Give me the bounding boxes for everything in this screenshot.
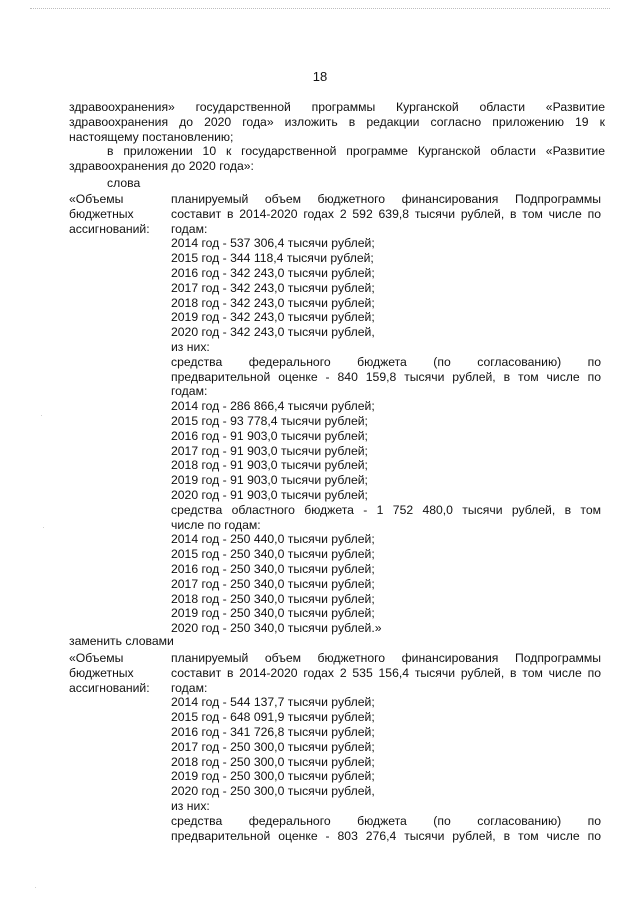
intro-paragraphs: [69, 100, 605, 174]
new-year-line: 2015 год - 648 091,9 тысячи рублей;: [171, 710, 375, 725]
old-federal-year-line: 2019 год - 91 903,0 тысячи рублей;: [171, 473, 368, 488]
old-federal-year-line: 2017 год - 91 903,0 тысячи рублей;: [171, 443, 368, 458]
old-regional-year-line: 2018 год - 250 340,0 тысячи рублей;: [171, 591, 375, 606]
old-federal-line: предварительной оценке - 840 159,8 тысячи рублей, в том числе по: [171, 369, 601, 384]
old-federal-year-line: 2020 год - 91 903,0 тысячи рублей;: [171, 487, 368, 502]
replace-label: заменить словами: [69, 634, 174, 648]
intro-line: в приложении 10 к государственной программе Курганской области «Развитие: [107, 144, 605, 159]
old-federal-line: годам:: [171, 384, 208, 399]
new-intro-line: составит в 2014-2020 годах 2 535 156,4 тысячи рублей, в том числе по: [171, 665, 601, 680]
old-year-line: 2017 год - 342 243,0 тысячи рублей;: [171, 280, 375, 295]
new-allocations-text: [171, 651, 601, 843]
new-year-line: 2020 год - 250 300,0 тысячи рублей,: [171, 784, 375, 799]
old-regional-line: средства областного бюджета - 1 752 480,0 тысячи рублей, в том: [171, 502, 601, 517]
old-year-line: 2016 год - 342 243,0 тысячи рублей;: [171, 265, 375, 280]
scan-artifact-line: [30, 8, 610, 10]
old-of-them: из них:: [171, 339, 210, 354]
old-regional-line: числе по годам:: [171, 517, 261, 532]
words-label: слова: [107, 176, 141, 190]
intro-line: здравоохранения до 2020 года»:: [69, 159, 254, 174]
old-regional-year-line: 2014 год - 250 440,0 тысячи рублей;: [171, 532, 375, 547]
intro-line: настоящему постановлению;: [69, 129, 234, 144]
intro-line: здравоохранения до 2020 года» изложить в редакции согласно приложению 19 к: [69, 114, 605, 129]
old-regional-year-line: 2016 год - 250 340,0 тысячи рублей;: [171, 561, 375, 576]
old-federal-year-line: 2015 год - 93 778,4 тысячи рублей;: [171, 413, 368, 428]
new-allocations-label: «Объемы бюджетных ассигнований:: [69, 651, 150, 695]
old-year-line: 2015 год - 344 118,4 тысячи рублей;: [171, 251, 374, 266]
old-allocations-text: [171, 192, 601, 636]
old-intro-line: планируемый объем бюджетного финансирования Подпрограммы: [171, 192, 601, 206]
new-year-line: 2014 год - 544 137,7 тысячи рублей;: [171, 695, 375, 710]
old-federal-year-line: 2014 год - 286 866,4 тысячи рублей;: [171, 399, 375, 414]
old-federal-year-line: 2018 год - 91 903,0 тысячи рублей;: [171, 458, 368, 473]
old-regional-year-line: 2020 год - 250 340,0 тысячи рублей.»: [171, 621, 382, 636]
new-year-line: 2017 год - 250 300,0 тысячи рублей;: [171, 739, 375, 754]
scan-speck: ·: [42, 522, 45, 532]
old-year-line: 2014 год - 537 306,4 тысячи рублей;: [171, 236, 375, 251]
new-intro-line: планируемый объем бюджетного финансирования Подпрограммы: [171, 651, 601, 665]
new-federal-line: средства федерального бюджета (по согласованию) по: [171, 813, 601, 828]
new-of-them: из них:: [171, 798, 210, 813]
new-year-line: 2018 год - 250 300,0 тысячи рублей;: [171, 754, 375, 769]
old-year-line: 2020 год - 342 243,0 тысячи рублей,: [171, 325, 375, 340]
old-regional-year-line: 2019 год - 250 340,0 тысячи рублей;: [171, 606, 375, 621]
old-allocations-label: «Объемы бюджетных ассигнований:: [69, 192, 150, 236]
old-federal-year-line: 2016 год - 91 903,0 тысячи рублей;: [171, 428, 368, 443]
old-intro-line: годам:: [171, 221, 208, 236]
page-number: 18: [312, 69, 328, 84]
new-federal-line: предварительной оценке - 803 276,4 тысячи рублей, в том числе по: [171, 828, 601, 843]
old-federal-line: средства федерального бюджета (по согласованию) по: [171, 354, 601, 369]
scan-speck: ·: [34, 882, 37, 892]
new-year-line: 2016 год - 341 726,8 тысячи рублей;: [171, 724, 375, 739]
scan-speck: ·: [40, 410, 43, 420]
old-regional-year-line: 2017 год - 250 340,0 тысячи рублей;: [171, 576, 375, 591]
new-intro-line: годам:: [171, 680, 208, 695]
new-year-line: 2019 год - 250 300,0 тысячи рублей;: [171, 769, 375, 784]
old-year-line: 2019 год - 342 243,0 тысячи рублей;: [171, 310, 375, 325]
intro-line: здравоохранения» государственной программы Курганской области «Развитие: [69, 100, 605, 114]
old-regional-year-line: 2015 год - 250 340,0 тысячи рублей;: [171, 547, 375, 562]
old-year-line: 2018 год - 342 243,0 тысячи рублей;: [171, 295, 375, 310]
old-intro-line: составит в 2014-2020 годах 2 592 639,8 тысячи рублей, в том числе по: [171, 206, 601, 221]
